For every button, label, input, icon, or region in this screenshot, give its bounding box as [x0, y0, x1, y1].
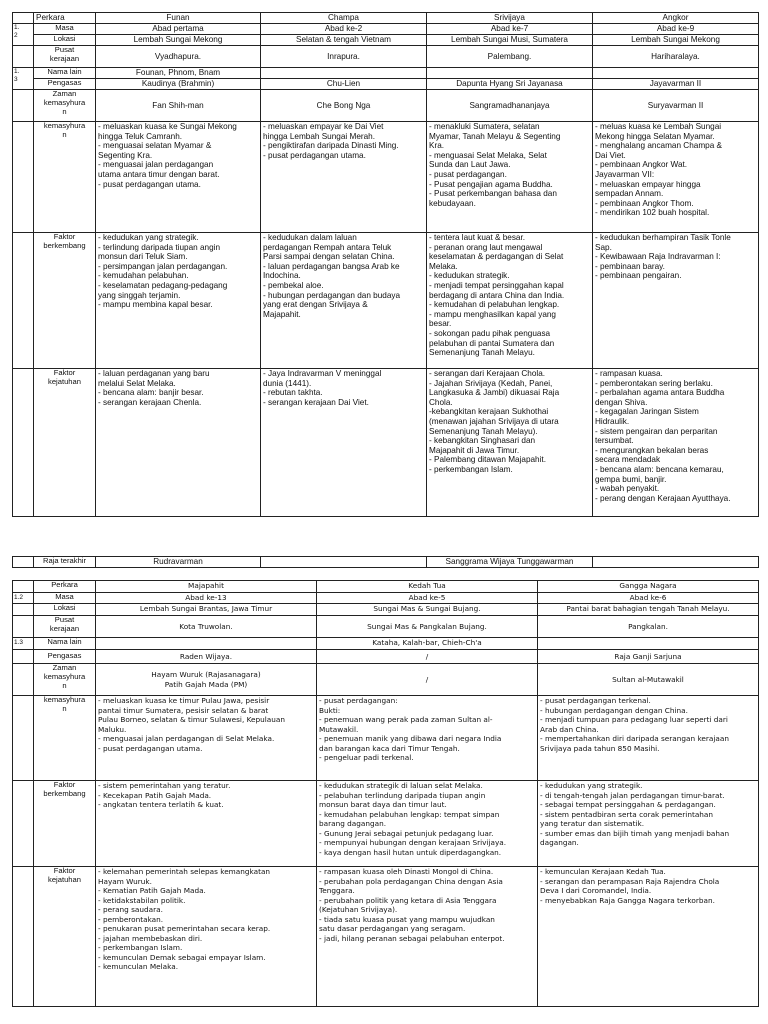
cell: Abad ke-13: [96, 593, 317, 604]
cell: Sultan al-Mutawakil: [538, 664, 759, 696]
table-raja-terakhir: [12, 556, 759, 568]
row-number: 1. 2: [13, 24, 34, 46]
cell: Vyadhapura.: [96, 46, 261, 68]
table-majapahit-kedahtua-ganggānagara: [12, 580, 759, 1007]
row-number: 1.3: [13, 638, 34, 650]
cell: Hariharalaya.: [593, 46, 759, 68]
label-masa: Masa: [34, 593, 96, 604]
cell: /: [317, 650, 538, 664]
cell: Lembah Sungai Mekong: [96, 35, 261, 46]
cell: Abad ke-7: [427, 24, 593, 35]
cell: Abad ke-2: [261, 24, 427, 35]
cell: Abad ke-5: [317, 593, 538, 604]
cell: Jayavarman II: [593, 79, 759, 90]
row-number: 1.2: [13, 593, 34, 604]
label-faktor-berkembang: Faktor berkembang: [34, 233, 96, 369]
cell: [261, 68, 427, 79]
row-number-cell: [13, 781, 34, 867]
cell: Abad ke-9: [593, 24, 759, 35]
header-majapahit: Majapahit: [96, 581, 317, 593]
row-number-cell: [13, 233, 34, 369]
row-number-cell: [13, 13, 34, 24]
cell: Raden Wijaya.: [96, 650, 317, 664]
row-number-cell: [13, 616, 34, 638]
cell: Abad ke-6: [538, 593, 759, 604]
header-label: Perkara: [34, 581, 96, 593]
row-number-cell: [13, 650, 34, 664]
row-number-cell: [13, 557, 34, 568]
cell: - pusat perdagangan terkenal. - hubungan perdagangan dengan China. - menjadi tumpuan para pedagang luar seperti dari Arab dan China. - mempertahankan diri daripada serangan kerajaan Srivijaya pada tahun 850 Masihi.: [538, 696, 759, 781]
row-number: 1. 3: [13, 68, 34, 90]
row-number-cell: [13, 46, 34, 68]
cell: - kemunculan Kerajaan Kedah Tua. - serangan dan perampasan Raja Rajendra Chola Deva I dari Coromandel, India. - menyebabkan Raja Gangga Nagara terkorban.: [538, 867, 759, 1007]
row-number-cell: [13, 696, 34, 781]
row-number-cell: [13, 867, 34, 1007]
label-zaman-kemasyhuran: Zaman kemasyhura n: [34, 664, 96, 696]
cell: Chu-Lien: [261, 79, 427, 90]
cell: [96, 638, 317, 650]
header-angkor: Angkor: [593, 13, 759, 24]
label-kemasyhuran: kemasyhura n: [34, 696, 96, 781]
label-faktor-berkembang: Faktor berkembang: [34, 781, 96, 867]
cell: - meluaskan kuasa ke Sungai Mekong hingga Teluk Camranh. - menguasai selatan Myamar & Segenting Kra. - menguasai jalan perdagangan utama antara timur dengan barat. - pusat perdagangan utama.: [96, 122, 261, 233]
label-pusat-kerajaan: Pusat kerajaan: [34, 616, 96, 638]
cell: - rampasan kuasa oleh Dinasti Mongol di China. - perubahan pola perdagangan China dengan Asia Tenggara. - perubahan politik yang ketara di Asia Tenggara (Kejatuhan Srivijaya). - tiada satu kuasa pusat yang mampu wujudkan satu dasar perdagangan yang seragam. - jadi, hilang peranan sebagai pelabuhan enterpot.: [317, 867, 538, 1007]
cell: Abad pertama: [96, 24, 261, 35]
label-lokasi: Lokasi: [34, 604, 96, 616]
cell: Sanggrama Wijaya Tunggawarman: [427, 557, 593, 568]
label-faktor-kejatuhan: Faktor kejatuhan: [34, 369, 96, 517]
label-masa: Masa: [34, 24, 96, 35]
cell: Hayam Wuruk (Rajasanagara) Patih Gajah Mada (PM): [96, 664, 317, 696]
cell: Kataha, Kalah-bar, Chieh-Ch'a: [317, 638, 538, 650]
label-zaman-kemasyhuran: Zaman kemasyhura n: [34, 90, 96, 122]
cell: - kedudukan yang strategik. - terlindung daripada tiupan angin monsun dari Teluk Siam. - persimpangan jalan perdagangan. - kemudahan pelabuhan. - keselamatan pedagang-pedagang yang singgah terjamin. - mampu membina kapal besar.: [96, 233, 261, 369]
cell: Sungai Mas & Sungai Bujang.: [317, 604, 538, 616]
header-label: Perkara: [34, 13, 96, 24]
cell: - tentera laut kuat & besar. - peranan orang laut mengawal keselamatan & perdagangan di Selat Melaka. - kedudukan strategik. - menjadi tempat persinggahan kapal berdagang di antara China dan India. - kemudahan di pelabuhan lengkap. - mampu menghasilkan kapal yang besar. - sokongan padu pihak penguasa pelabuhan di pantai Sumatera dan Semenanjung Tanah Melayu.: [427, 233, 593, 369]
cell: - sistem pemerintahan yang teratur. - Kecekapan Patih Gajah Mada. - angkatan tentera terlatih & kuat.: [96, 781, 317, 867]
cell: - meluas kuasa ke Lembah Sungai Mekong hingga Selatan Myamar. - menghalang ancaman Champa & Dai Viet. - pembinaan Angkor Wat. Jayavarman VII: - meluaskan empayar hingga sempadan Annam. - pembinaan Angkor Thom. - mendirikan 102 buah hospital.: [593, 122, 759, 233]
cell: Selatan & tengah Vietnam: [261, 35, 427, 46]
cell: Fan Shih-man: [96, 90, 261, 122]
cell: - pusat perdagangan: Bukti: - penemuan wang perak pada zaman Sultan al- Mutawakil. - penemuan manik yang dibawa dari negara India dan barangan kaca dari Timur Tengah. - pengeluar padi terkenal.: [317, 696, 538, 781]
cell: [261, 557, 427, 568]
cell: Kota Truwolan.: [96, 616, 317, 638]
header-champa: Champa: [261, 13, 427, 24]
header-kedah-tua: Kedah Tua: [317, 581, 538, 593]
cell: Palembang.: [427, 46, 593, 68]
label-lokasi: Lokasi: [34, 35, 96, 46]
cell: Lembah Sungai Brantas, Jawa Timur: [96, 604, 317, 616]
cell: [427, 68, 593, 79]
cell: Pangkalan.: [538, 616, 759, 638]
cell: - kedudukan dalam laluan perdagangan Rempah antara Teluk Parsi sampai dengan selatan China. - laluan perdagangan bangsa Arab ke Indochina. - pembekal aloe. - hubungan perdagangan dan budaya yang erat dengan Srivijaya & Majapahit.: [261, 233, 427, 369]
row-number-cell: [13, 664, 34, 696]
label-faktor-kejatuhan: Faktor kejatuhan: [34, 867, 96, 1007]
cell: - kelemahan pemerintah selepas kemangkatan Hayam Wuruk. - Kematian Patih Gajah Mada. - ketidakstabilan politik. - perang saudara. - pemberontakan. - penukaran pusat pemerintahan secara kerap. - jajahan membebaskan diri. - perkembangan Islam. - kemunculan Demak sebagai empayar Islam. - kemunculan Melaka.: [96, 867, 317, 1007]
cell: - kedudukan yang strategik. - di tengah-tengah jalan perdagangan timur-barat. - sebagai tempat persinggahan & perdagangan. - sistem pentadbiran serta corak pemerintahan yang teratur dan sistematik. - sumber emas dan bijih timah yang menjadi bahan dagangan.: [538, 781, 759, 867]
cell: Kaudinya (Brahmin): [96, 79, 261, 90]
row-number-cell: [13, 604, 34, 616]
cell: - kedudukan berhampiran Tasik Tonle Sap. - Kewibawaan Raja Indravarman I: - pembinaan baray. - pembinaan pengairan.: [593, 233, 759, 369]
cell: Sungai Mas & Pangkalan Bujang.: [317, 616, 538, 638]
cell: - menakluki Sumatera, selatan Myamar, Tanah Melayu & Segenting Kra. - menguasai Selat Melaka, Selat Sunda dan Laut Jawa. - pusat perdagangan. - Pusat pengajian agama Buddha. - Pusat perkembangan bahasa dan kebudayaan.: [427, 122, 593, 233]
cell: Inrapura.: [261, 46, 427, 68]
cell: [538, 638, 759, 650]
cell: /: [317, 664, 538, 696]
cell: - serangan dari Kerajaan Chola. - Jajahan Srivijaya (Kedah, Panei, Langkasuka & Jambi) dikuasai Raja Chola. -kebangkitan kerajaan Sukhothai (menawan jajahan Srivijaya di utara Semenanjung Tanah Melayu). - kebangkitan Singhasari dan Majapahit di Jawa Timur. - Palembang ditawan Majapahit. - perkembangan Islam.: [427, 369, 593, 517]
cell: Suryavarman II: [593, 90, 759, 122]
cell: [593, 557, 759, 568]
label-nama-lain: Nama lain: [34, 638, 96, 650]
header-funan: Funan: [96, 13, 261, 24]
label-nama-lain: Nama lain: [34, 68, 96, 79]
label-pengasas: Pengasas: [34, 79, 96, 90]
cell: - Jaya Indravarman V meninggal dunia (1441). - rebutan takhta. - serangan kerajaan Dai Viet.: [261, 369, 427, 517]
cell: Sangramadhananjaya: [427, 90, 593, 122]
cell: - rampasan kuasa. - pemberontakan sering berlaku. - perbalahan agama antara Buddha dengan Shiva. - kegagalan Jaringan Sistem Hidraulik. - sistem pengairan dan perparitan tersumbat. - mengurangkan bekalan beras secara mendadak - bencana alam: bencana kemarau, gempa bumi, banjir. - wabah penyakit. - perang dengan Kerajaan Ayutthaya.: [593, 369, 759, 517]
cell: Che Bong Nga: [261, 90, 427, 122]
label-pengasas: Pengasas: [34, 650, 96, 664]
cell: - kedudukan strategik di laluan selat Melaka. - pelabuhan terlindung daripada tiupan angin monsun barat daya dan timur laut. - kemudahan pelabuhan lengkap: tempat simpan barang dagangan. - Gunung Jerai sebagai petunjuk pedagang luar. - mempunyai hubungan dengan kerajaan Srivijaya. - kaya dengan hasil hutan untuk diperdagangkan.: [317, 781, 538, 867]
cell: [593, 68, 759, 79]
cell: Lembah Sungai Mekong: [593, 35, 759, 46]
cell: Dapunta Hyang Sri Jayanasa: [427, 79, 593, 90]
cell: - meluaskan empayar ke Dai Viet hingga Lembah Sungai Merah. - pengiktirafan daripada Dinasti Ming. - pusat perdagangan utama.: [261, 122, 427, 233]
cell: Lembah Sungai Musi, Sumatera: [427, 35, 593, 46]
row-number-cell: [13, 90, 34, 122]
row-number-cell: [13, 581, 34, 593]
label-raja-terakhir: Raja terakhir: [34, 557, 96, 568]
cell: Raja Ganji Sarjuna: [538, 650, 759, 664]
cell: Founan, Phnom, Bnam: [96, 68, 261, 79]
cell: - meluaskan kuasa ke timur Pulau Jawa, pesisir pantai timur Sumatera, pesisir selatan & barat Pulau Borneo, selatan & timur Sulawesi, Kepulauan Maluku. - menguasai jalan perdagangan di Selat Melaka. - pusat perdagangan utama.: [96, 696, 317, 781]
row-number-cell: [13, 122, 34, 233]
cell: Pantai barat bahagian tengah Tanah Melayu.: [538, 604, 759, 616]
table-funan-champa-srivijaya-angkor: [12, 12, 759, 517]
header-srivijaya: Srivijaya: [427, 13, 593, 24]
label-pusat-kerajaan: Pusat kerajaan: [34, 46, 96, 68]
row-number-cell: [13, 369, 34, 517]
header-gangga-nagara: Gangga Nagara: [538, 581, 759, 593]
cell: Rudravarman: [96, 557, 261, 568]
label-kemasyhuran: kemasyhura n: [34, 122, 96, 233]
cell: - laluan perdaganan yang baru melalui Selat Melaka. - bencana alam: banjir besar. - serangan kerajaan Chenla.: [96, 369, 261, 517]
